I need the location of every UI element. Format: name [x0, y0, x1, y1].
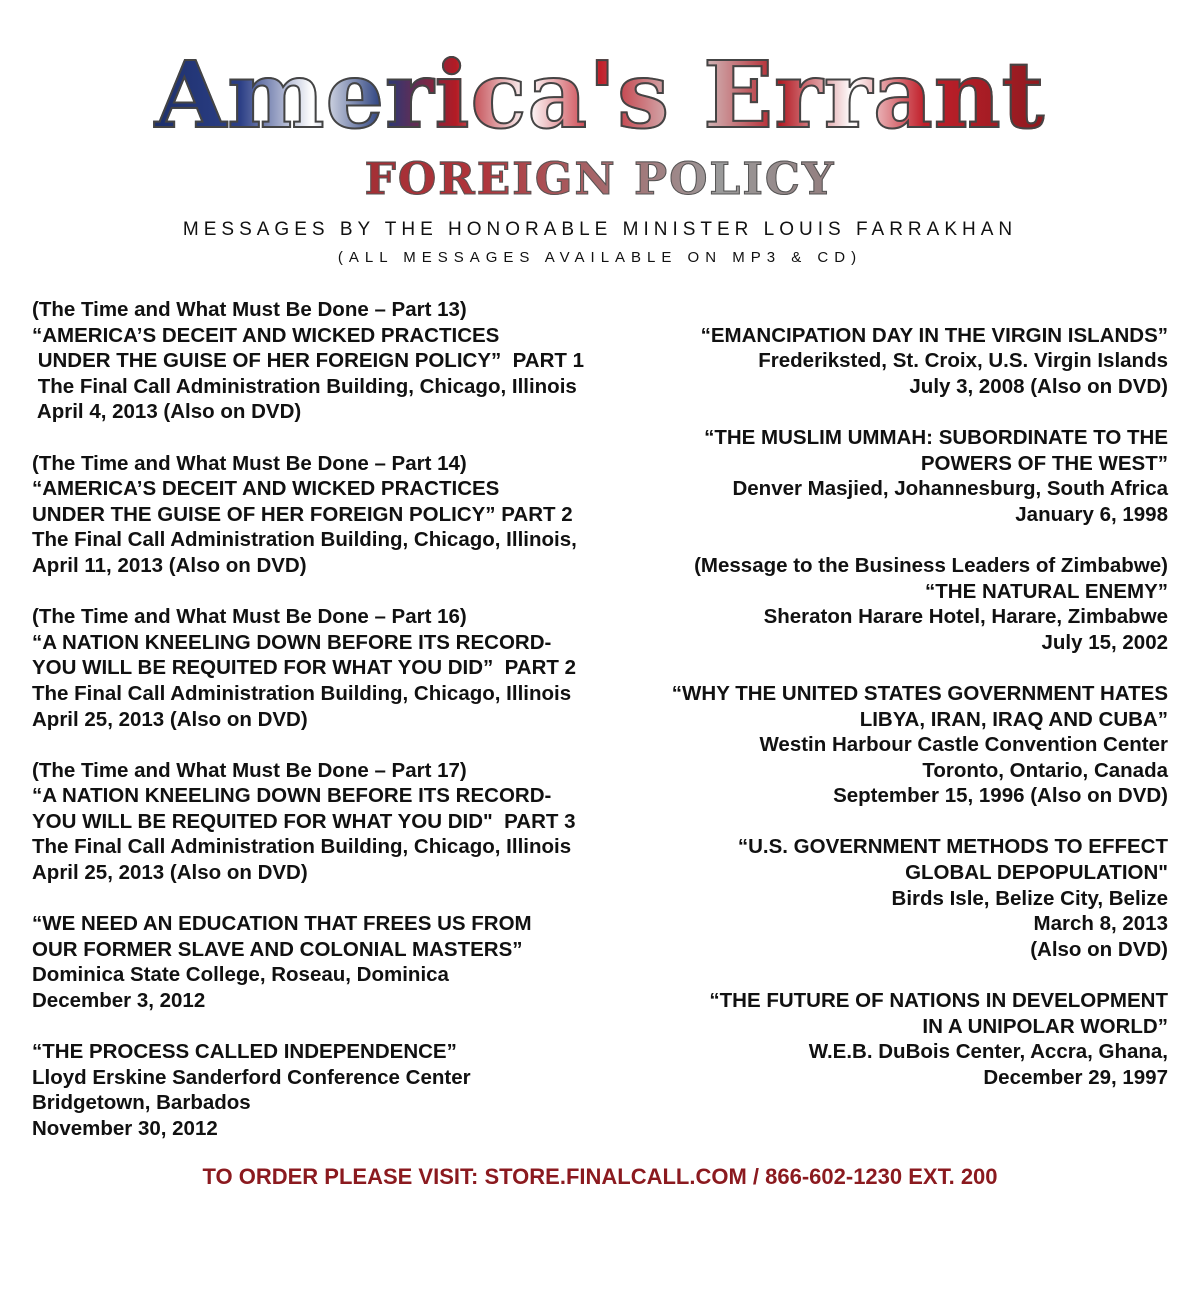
message-line: (The Time and What Must Be Done – Part 16) — [32, 605, 467, 629]
order-info: TO ORDER PLEASE VISIT: STORE.FINALCALL.COM / 866-602-1230 EXT. 200 — [202, 1164, 998, 1189]
message-line: “THE PROCESS CALLED INDEPENDENCE” — [32, 1040, 457, 1064]
message-line: The Final Call Administration Building, Chicago, Illinois, — [32, 528, 577, 552]
left-message-column — [32, 297, 632, 1167]
message-line: “U.S. GOVERNMENT METHODS TO EFFECT — [737, 835, 1168, 859]
message-line: IN A UNIPOLAR WORLD” — [922, 1014, 1168, 1038]
message-line: “AMERICA’S DECEIT AND WICKED PRACTICES — [32, 323, 500, 347]
message-line: (The Time and What Must Be Done – Part 14) — [32, 451, 467, 475]
message-line: “AMERICA’S DECEIT AND WICKED PRACTICES — [32, 477, 500, 501]
message-line: The Final Call Administration Building, Chicago, Illinois — [32, 681, 572, 705]
availability-line: (ALL MESSAGES AVAILABLE ON MP3 & CD) — [337, 249, 863, 266]
message-entry — [32, 604, 632, 732]
message-line: UNDER THE GUISE OF HER FOREIGN POLICY” PART 1 — [32, 349, 585, 373]
message-entry — [608, 988, 1168, 1090]
message-line: YOU WILL BE REQUITED FOR WHAT YOU DID" PART 3 — [32, 809, 576, 833]
message-line: Westin Harbour Castle Convention Center — [759, 733, 1168, 757]
message-line: September 15, 1996 (Also on DVD) — [833, 784, 1168, 808]
message-line: July 3, 2008 (Also on DVD) — [909, 374, 1168, 398]
message-line: OUR FORMER SLAVE AND COLONIAL MASTERS” — [32, 937, 523, 961]
message-line: (The Time and What Must Be Done – Part 13) — [32, 298, 467, 321]
message-line: December 3, 2012 — [32, 989, 206, 1013]
title-logo — [150, 40, 1050, 160]
message-line: “THE NATURAL ENEMY” — [925, 579, 1168, 603]
message-entry — [608, 681, 1168, 809]
message-entry — [608, 425, 1168, 527]
message-entry — [608, 834, 1168, 962]
header — [0, 40, 1200, 266]
message-line: November 30, 2012 — [32, 1117, 218, 1140]
message-line: Frederiksted, St. Croix, U.S. Virgin Islands — [758, 349, 1168, 373]
message-line: December 29, 1997 — [983, 1065, 1168, 1089]
message-line: Sheraton Harare Hotel, Harare, Zimbabwe — [763, 605, 1168, 629]
message-line: April 4, 2013 (Also on DVD) — [32, 400, 302, 424]
message-line: Toronto, Ontario, Canada — [922, 758, 1168, 782]
title-subtitle: FOREIGN POLICY — [0, 154, 1200, 205]
message-line: LIBYA, IRAN, IRAQ AND CUBA” — [859, 707, 1168, 731]
message-line: GLOBAL DEPOPULATION" — [905, 861, 1168, 885]
message-line: YOU WILL BE REQUITED FOR WHAT YOU DID” PART 2 — [32, 656, 577, 680]
message-line: The Final Call Administration Building, Chicago, Illinois — [32, 835, 572, 859]
message-line: January 6, 1998 — [1015, 502, 1168, 526]
message-line: April 11, 2013 (Also on DVD) — [32, 553, 307, 577]
message-line: Dominica State College, Roseau, Dominica — [32, 963, 449, 987]
message-entry — [608, 323, 1168, 400]
message-line: The Final Call Administration Building, Chicago, Illinois — [32, 374, 577, 398]
message-line: “A NATION KNEELING DOWN BEFORE ITS RECORD- — [32, 784, 552, 808]
message-line: (Also on DVD) — [1030, 937, 1168, 961]
message-line: July 15, 2002 — [1041, 630, 1168, 654]
message-entry — [32, 297, 632, 425]
message-line: April 25, 2013 (Also on DVD) — [32, 861, 308, 885]
message-line: “WHY THE UNITED STATES GOVERNMENT HATES — [671, 681, 1168, 705]
message-line: (Message to the Business Leaders of Zimbabwe) — [694, 553, 1168, 577]
message-line: “EMANCIPATION DAY IN THE VIRGIN ISLANDS” — [700, 323, 1168, 347]
message-entry — [608, 553, 1168, 655]
message-line: UNDER THE GUISE OF HER FOREIGN POLICY” PART 2 — [32, 502, 573, 526]
message-line: Bridgetown, Barbados — [32, 1091, 251, 1115]
message-line: (The Time and What Must Be Done – Part 17) — [32, 758, 467, 782]
message-line: “THE MUSLIM UMMAH: SUBORDINATE TO THE — [704, 425, 1168, 449]
message-line: “WE NEED AN EDUCATION THAT FREES US FROM — [32, 912, 532, 936]
message-line: “THE FUTURE OF NATIONS IN DEVELOPMENT — [709, 989, 1168, 1013]
messages-by-line: MESSAGES BY THE HONORABLE MINISTER LOUIS FARRAKHAN — [182, 219, 1018, 240]
title-main: America's Errant — [150, 40, 1050, 150]
message-line: W.E.B. DuBois Center, Accra, Ghana, — [808, 1040, 1168, 1064]
message-entry — [32, 1039, 632, 1141]
message-line: March 8, 2013 — [1033, 912, 1168, 936]
right-message-column — [608, 297, 1168, 1116]
message-entry — [32, 911, 632, 1013]
message-line: Lloyd Erskine Sanderford Conference Center — [32, 1065, 471, 1089]
message-line: Birds Isle, Belize City, Belize — [891, 886, 1168, 910]
message-entry — [32, 451, 632, 579]
message-entry — [32, 758, 632, 886]
message-line: “A NATION KNEELING DOWN BEFORE ITS RECORD- — [32, 630, 552, 654]
message-line: Denver Masjied, Johannesburg, South Africa — [732, 477, 1168, 501]
message-line: POWERS OF THE WEST” — [920, 451, 1168, 475]
message-line: April 25, 2013 (Also on DVD) — [32, 707, 308, 731]
